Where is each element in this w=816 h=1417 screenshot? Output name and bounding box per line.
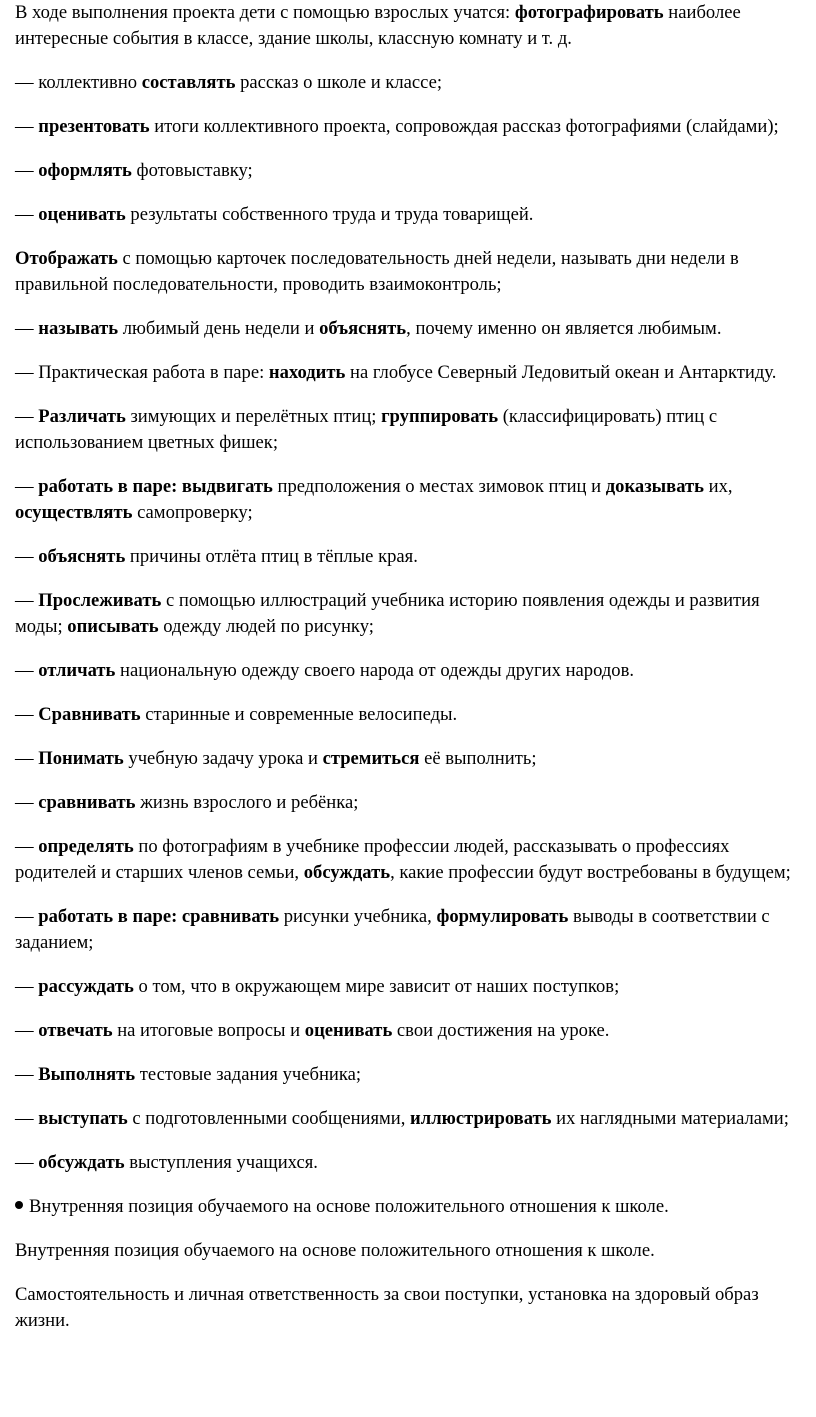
paragraph — [15, 1238, 805, 1264]
bold-term: Сравнивать — [38, 704, 141, 725]
text-run: — коллективно — [15, 72, 142, 93]
paragraph — [15, 360, 805, 386]
paragraph — [15, 316, 805, 342]
paragraph — [15, 70, 805, 96]
text-run: рисунки учебника, — [279, 906, 437, 927]
text-run: — — [15, 704, 39, 725]
text-run: о том, что в окружающем мире зависит от наших поступков; — [133, 976, 620, 997]
paragraph — [15, 202, 805, 228]
text-run: — — [15, 204, 39, 225]
text-run: — — [15, 116, 39, 137]
text-run: старинные и современные велосипеды. — [140, 704, 458, 725]
text-run: её выполнить; — [419, 748, 537, 769]
text-run: (классифицировать) птиц с использованием цветных фишек; — [15, 406, 718, 453]
text-run: тестовые задания учебника; — [135, 1064, 362, 1085]
text-run: на итоговые вопросы и — [112, 1020, 305, 1041]
text-run: — — [15, 318, 39, 339]
bold-term: оценивать — [38, 204, 126, 225]
paragraph — [15, 588, 805, 640]
paragraph — [15, 404, 805, 456]
bold-term: обсуждать — [303, 862, 391, 883]
paragraph — [15, 246, 805, 298]
bold-term: презентовать — [38, 116, 150, 137]
text-run: — — [15, 1108, 39, 1129]
text-run: — — [15, 160, 39, 181]
text-run: их наглядными материалами; — [551, 1108, 789, 1129]
bold-term: определять — [38, 836, 134, 857]
bold-term: отвечать — [38, 1020, 113, 1041]
text-run: жизнь взрослого и ребёнка; — [135, 792, 359, 813]
paragraph — [15, 834, 805, 886]
text-run: национальную одежду своего народа от одежды других народов. — [115, 660, 635, 681]
text-run: — — [15, 1064, 39, 1085]
text-run: по фотографиям в учебнике профессии людей, рассказывать о профессиях родителей и старших членов семьи, — [15, 836, 730, 883]
bold-term: оформлять — [38, 160, 132, 181]
text-run: одежду людей по рисунку; — [158, 616, 374, 637]
text-run: — — [15, 976, 39, 997]
text-run: — — [15, 660, 39, 681]
text-run: Внутренняя позиция обучаемого на основе положительного отношения к школе. — [29, 1196, 669, 1217]
bold-term: Прослеживать — [38, 590, 162, 611]
paragraph — [15, 544, 805, 570]
text-run: — — [15, 836, 39, 857]
bold-term: иллюстрировать — [410, 1108, 552, 1129]
bold-term: Различать — [38, 406, 126, 427]
bold-term: отличать — [38, 660, 116, 681]
text-run: любимый день недели и — [118, 318, 320, 339]
text-run: итоги коллективного проекта, сопровождая рассказ фотографиями (слайдами); — [149, 116, 779, 137]
bold-term: оценивать — [304, 1020, 393, 1041]
text-run: фотовыставку; — [131, 160, 253, 181]
paragraph — [15, 746, 805, 772]
text-run: с помощью иллюстраций учебника историю появления одежды и развития моды; — [15, 590, 760, 637]
bold-term: рассуждать — [38, 976, 134, 997]
paragraph — [15, 702, 805, 728]
text-run: — — [15, 590, 39, 611]
bold-term: описывать — [67, 616, 159, 637]
text-run: выступления учащихся. — [124, 1152, 318, 1173]
bold-term: работать в паре: сравнивать — [38, 906, 280, 927]
bullet-paragraph — [15, 1194, 805, 1220]
paragraph — [15, 790, 805, 816]
bold-term: обсуждать — [38, 1152, 125, 1173]
text-run: их, — [704, 476, 733, 497]
text-run: — — [15, 546, 39, 567]
paragraph — [15, 1018, 805, 1044]
paragraph — [15, 1150, 805, 1176]
bold-term: выступать — [38, 1108, 128, 1129]
text-run: Внутренняя позиция обучаемого на основе положительного отношения к школе. — [15, 1240, 655, 1261]
paragraph — [15, 474, 805, 526]
text-run: — Практическая работа в паре: — [15, 362, 269, 383]
text-run: причины отлёта птиц в тёплые края. — [125, 546, 418, 567]
text-run: , почему именно он является любимым. — [406, 318, 722, 339]
paragraph — [15, 658, 805, 684]
bold-term: объяснять — [319, 318, 407, 339]
text-run: наиболее интересные события в классе, здание школы, классную комнату и т. д. — [15, 2, 741, 49]
paragraph — [15, 158, 805, 184]
bold-term: объяснять — [38, 546, 126, 567]
bold-term: Выполнять — [38, 1064, 136, 1085]
text-run: учебную задачу урока и — [123, 748, 323, 769]
bold-term: находить — [268, 362, 346, 383]
text-run: — — [15, 748, 39, 769]
text-run: рассказ о школе и классе; — [235, 72, 443, 93]
text-run: — — [15, 1152, 39, 1173]
bullet-icon — [15, 1201, 23, 1209]
text-run: зимующих и перелётных птиц; — [125, 406, 382, 427]
bold-term: работать в паре: выдвигать — [38, 476, 273, 497]
bold-term: группировать — [381, 406, 499, 427]
paragraph — [15, 904, 805, 956]
text-run: Самостоятельность и личная ответственность за свои поступки, установка на здоровый образ жизни. — [15, 1284, 759, 1331]
bold-term: составлять — [141, 72, 236, 93]
bold-term: сравнивать — [38, 792, 136, 813]
text-run: на глобусе Северный Ледовитый океан и Антарктиду. — [345, 362, 777, 383]
bold-term: доказывать — [605, 476, 705, 497]
text-run: с помощью карточек последовательность дней недели, называть дни недели в правильной последовательности, проводить взаимоконтроль; — [15, 248, 739, 295]
paragraph — [15, 974, 805, 1000]
text-run: с подготовленными сообщениями, — [127, 1108, 411, 1129]
text-run: результаты собственного труда и труда товарищей. — [125, 204, 534, 225]
bold-term: Отображать — [15, 248, 118, 269]
text-run: — — [15, 906, 39, 927]
text-run: выводы в соответствии с заданием; — [15, 906, 770, 953]
text-run: свои достижения на уроке. — [392, 1020, 610, 1041]
paragraph — [15, 0, 805, 52]
text-run: , какие профессии будут востребованы в будущем; — [390, 862, 791, 883]
paragraph — [15, 1106, 805, 1132]
paragraph — [15, 114, 805, 140]
paragraph — [15, 1062, 805, 1088]
text-run: В ходе выполнения проекта дети с помощью взрослых учатся: — [15, 2, 515, 23]
bold-term: стремиться — [322, 748, 420, 769]
text-run: — — [15, 792, 39, 813]
bold-term: осуществлять — [15, 502, 133, 523]
document-body — [15, 0, 805, 1352]
bold-term: называть — [38, 318, 119, 339]
bold-term: Понимать — [38, 748, 124, 769]
paragraph — [15, 1282, 805, 1334]
text-run: — — [15, 476, 39, 497]
text-run: — — [15, 1020, 39, 1041]
bold-term: фотографировать — [514, 2, 664, 23]
text-run: самопроверку; — [132, 502, 253, 523]
bold-term: формулировать — [436, 906, 569, 927]
text-run: — — [15, 406, 39, 427]
text-run: предположения о местах зимовок птиц и — [272, 476, 606, 497]
